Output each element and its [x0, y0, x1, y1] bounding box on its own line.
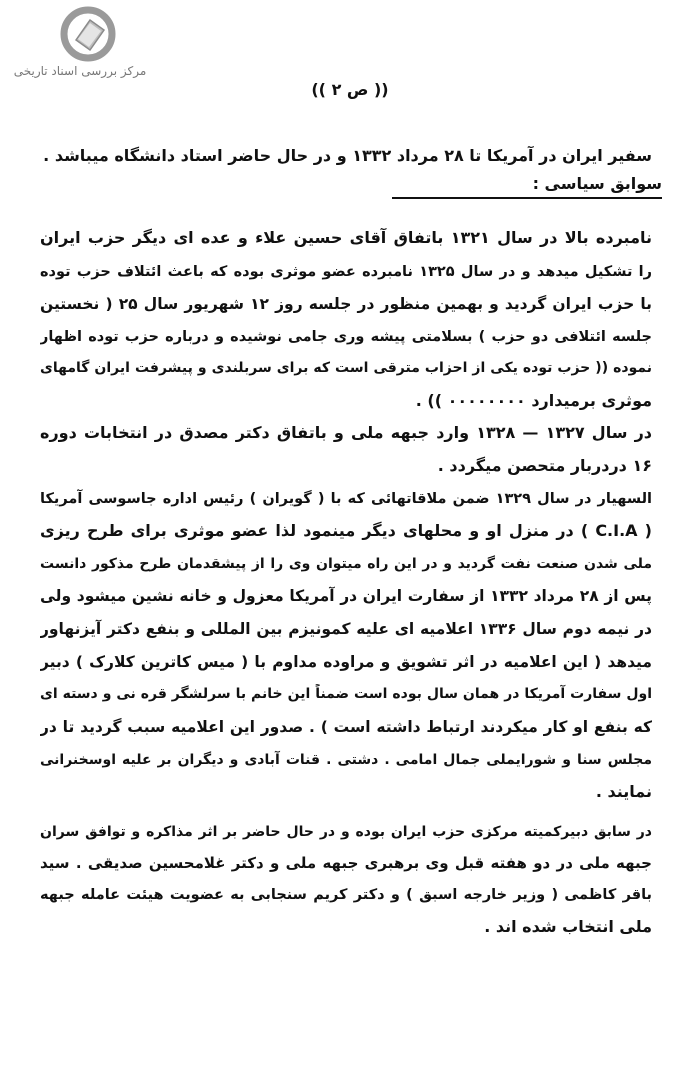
text-line: نمایند . [595, 782, 652, 801]
text-line: السهیار در سال ۱۳۲۹ ضمن ملاقاتهائی که با ( گویران ) رئیس اداره جاسوسی آمریکا [40, 491, 652, 507]
text-line: ملی انتخاب شده اند . [484, 917, 652, 936]
text-line: مجلس سنا و شورایملی جمال امامی . دشتی . قنات آبادی و دیگران بر علیه اوسخنرانی [40, 752, 652, 768]
text-line: اول سفارت آمریکا در همان سال بوده است ضمناً این خانم با سرلشگر قره نی و دسته ای [40, 686, 652, 702]
text-line: در نیمه دوم سال ۱۳۳۶ اعلامیه ای علیه کمونیزم بین المللی و بنفع دکتر آیزنهاور [40, 620, 652, 638]
text-line: که بنفع او کار میکردند ارتباط داشته است ) . صدور این اعلامیه سبب گردید تا در [40, 718, 652, 736]
text-line: در سابق دبیرکمیته مرکزی حزب ایران بوده و در حال حاضر بر اثر مذاکره و توافق سران [40, 824, 652, 840]
text-line: در سال ۱۳۲۷ — ۱۳۲۸ وارد جبهه ملی و باتفاق دکتر مصدق در انتخابات دوره [40, 423, 652, 442]
text-line: ۱۶ دردربار متحصن میگردد . [437, 456, 652, 475]
text-line: ( C.I.A ) در منزل او و محلهای دیگر مینمود لذا عضو موثری برای طرح ریزی [40, 521, 652, 540]
text-line: نموده (( حزب توده یکی از احزاب مترقی است که برای سربلندی و پیشرفت ایران گامهای [40, 360, 652, 376]
text-line: با حزب ایران گردید و بهمین منظور در جلسه روز ۱۲ شهریور سال ۲۵ ( نخستین [40, 295, 652, 313]
archive-name: مرکز بررسی اسناد تاریخی [13, 64, 147, 78]
text-line: جبهه ملی در دو هفته قبل وی برهبری جبهه ملی و دکتر غلامحسین صدیقی . سید [40, 854, 652, 872]
text-line: نامبرده بالا در سال ۱۳۲۱ باتفاق آقای حسین علاء و عده ای دیگر حزب ایران [40, 228, 652, 247]
text-line: پس از ۲۸ مرداد ۱۳۳۲ از سفارت ایران در آمریکا معزول و خانه نشین میشود ولی [40, 587, 652, 605]
text-line: ملی شدن صنعت نفت گردید و در این راه میتوان وی را از پیشقدمان طرح مذکور دانست [40, 556, 652, 572]
text-line: را تشکیل میدهد و در سال ۱۳۲۵ نامبرده عضو موثری بوده که باعث ائتلاف حزب توده [40, 264, 652, 280]
text-line: سفیر ایران در آمریکا تا ۲۸ مرداد ۱۳۳۲ و در حال حاضر استاد دانشگاه میباشد . [43, 146, 652, 165]
text-line: موثری برمیدارد ۰۰۰۰۰۰۰۰ )) . [415, 391, 652, 410]
archive-watermark [10, 6, 150, 86]
text-line: باقر کاظمی ( وزیر خارجه اسبق ) و دکتر کریم سنجابی به عضویت هیئت عامله جبهه [40, 887, 652, 903]
page-number: (( ص ۲ )) [311, 80, 389, 99]
archive-logo-icon [60, 6, 116, 62]
text-line: جلسه ائتلافی دو حزب ) بسلامتی پیشه وری جامی نوشیده و درباره حزب توده اظهار [40, 329, 652, 345]
section-heading: سوابق سیاسی : [392, 174, 662, 199]
text-line: میدهد ( این اعلامیه در اثر تشویق و مراوده مداوم با ( میس کاترین کلارک ) دبیر [40, 653, 652, 671]
